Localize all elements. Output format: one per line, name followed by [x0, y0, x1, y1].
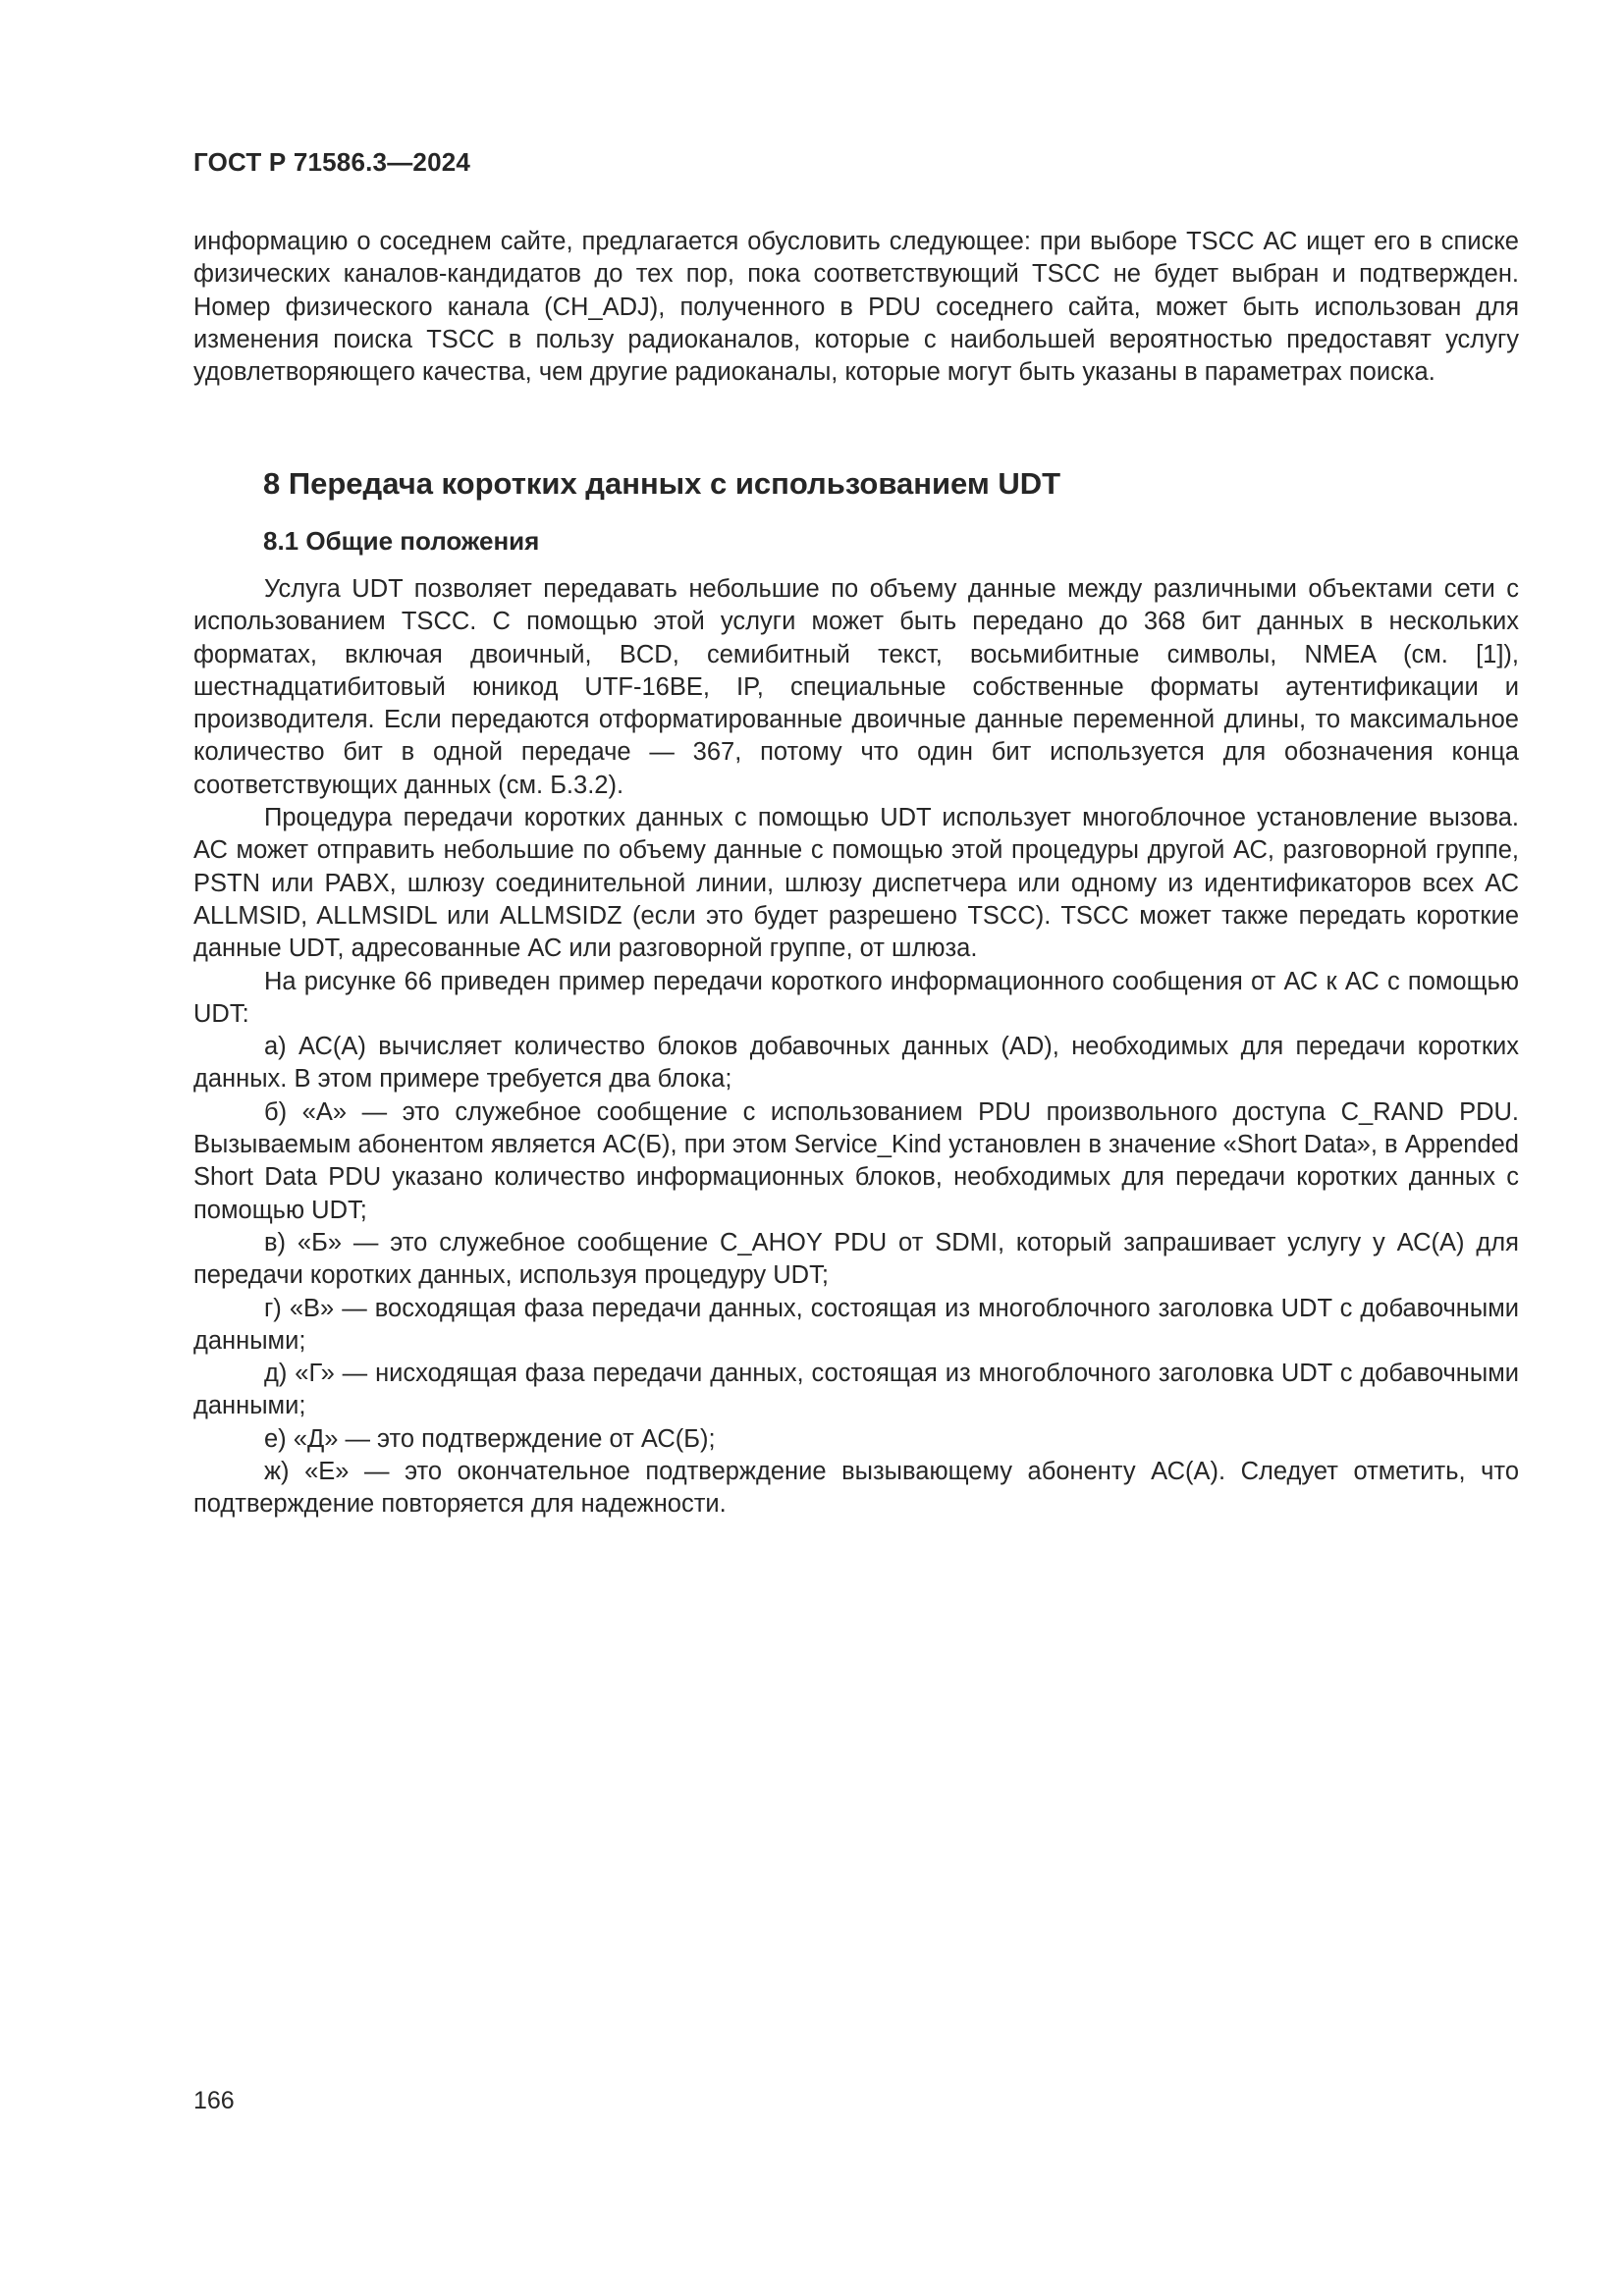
list-item: е) «Д» — это подтверждение от АС(Б);: [264, 1424, 716, 1453]
standard-id-header: ГОСТ Р 71586.3—2024: [193, 147, 471, 177]
intro-paragraph: информацию о соседнем сайте, предлагается обусловить следующее: при выборе TSCC АС ищет его в списке физических каналов-кандидатов до тех пор, пока соответствующий TSCC не будет выбран и подтвержден. Номер физического канала (CH_ADJ), полученного в PDU соседнего сайта, может быть использован для изменения поиска TSCC в пользу радиоканалов, которые с наибольшей вероятностью предоставят услугу удовлетворяющего качества, чем другие радиоканалы, которые могут быть указаны в параметрах поиска.: [193, 228, 1519, 387]
list-item: в) «Б» — это служебное сообщение C_AHOY PDU от SDMI, который запрашивает услугу у АС(А) для передачи коротких данных, используя процедуру UDT;: [193, 1228, 1519, 1290]
intro-paragraph-block: [193, 226, 1519, 389]
list-item: г) «В» — восходящая фаза передачи данных, состоящая из многоблочного заголовка UDT с добавочными данными;: [193, 1294, 1519, 1355]
subsection-title: 8.1 Общие положения: [263, 526, 540, 556]
list-item: б) «А» — это служебное сообщение с использованием PDU произвольного доступа C_RAND PDU. Вызываемым абонентом является АС(Б), при этом Service_Kind установлен в значение «Short Data», в Appended Short Data PDU указано количество информационных блоков, необходимых для передачи коротких данных с помощью UDT;: [193, 1097, 1519, 1224]
list-item: ж) «Е» — это окончательное подтверждение вызывающему абоненту АС(А). Следует отметить, что подтверждение повторяется для надежности.: [193, 1458, 1519, 1519]
body-paragraph: На рисунке 66 приведен пример передачи короткого информационного сообщения от АС к АС с помощью UDT:: [193, 967, 1519, 1028]
body-paragraph: Услуга UDT позволяет передавать небольшие по объему данные между различными объектами сети с использованием TSCC. С помощью этой услуги может быть передано до 368 бит данных в нескольких форматах, включая двоичный, BCD, семибитный текст, восьмибитные символы, NMEA (см. [1]), шестнадцатибитовый юникод UTF-16BE, IP, специальные собственные форматы аутентификации и производителя. Если передаются отформатированные двоичные данные переменной длины, то максимальное количество бит в одной передаче — 367, потому что один бит используется для обозначения конца соответствующих данных (см. Б.3.2).: [193, 575, 1519, 799]
page-number: 166: [193, 2087, 235, 2114]
section-body: [193, 573, 1519, 1522]
list-item: а) АС(А) вычисляет количество блоков добавочных данных (AD), необходимых для передачи коротких данных. В этом примере требуется два блока;: [193, 1033, 1519, 1094]
section-title: 8 Передача коротких данных с использованием UDT: [263, 466, 1061, 501]
list-item: д) «Г» — нисходящая фаза передачи данных, состоящая из многоблочного заголовка UDT с добавочными данными;: [193, 1360, 1519, 1420]
body-paragraph: Процедура передачи коротких данных с помощью UDT использует многоблочное установление вызова. АС может отправить небольшие по объему данные с помощью этой процедуры другой АС, разговорной группе, PSTN или PABX, шлюзу соединительной линии, шлюзу диспетчера или одному из идентификаторов всех АС ALLMSID, ALLMSIDL или ALLMSIDZ (если это будет разрешено TSCC). TSCC может также передать короткие данные UDT, адресованные АС или разговорной группе, от шлюза.: [193, 804, 1519, 963]
